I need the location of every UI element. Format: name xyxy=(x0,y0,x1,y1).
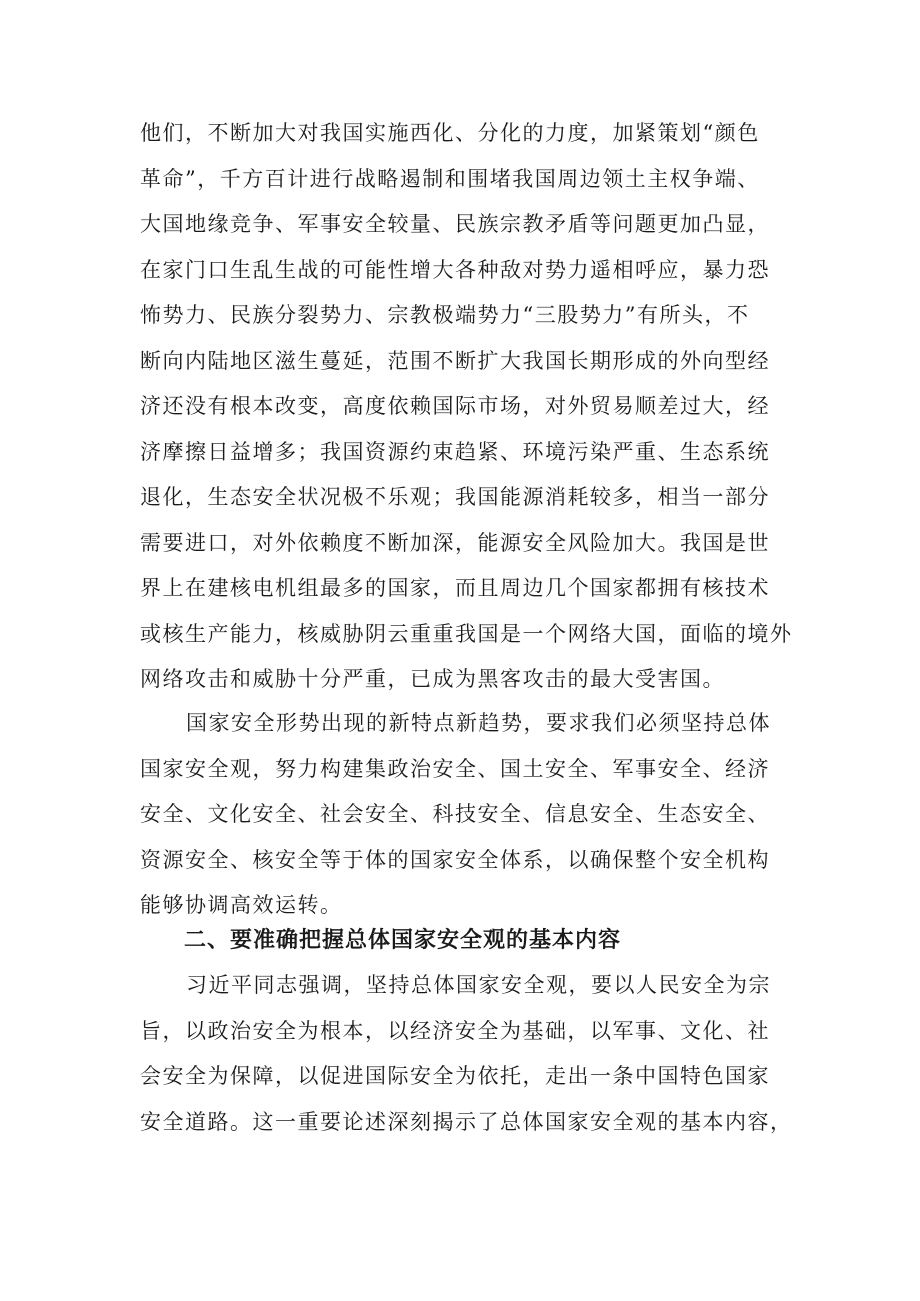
text-line: 在家门口生乱生战的可能性增大各种敌对势力遥相呼应，暴力恐 xyxy=(140,257,770,282)
text-line: 能够协调高效运转。 xyxy=(140,893,343,917)
text-line: 革命”，千方百计进行战略遏制和围堵我国周边领土主权争端、 xyxy=(140,166,760,191)
text-line: 济摩擦日益增多；我国资源约束趋紧、环境污染严重、生态系统 xyxy=(140,439,770,464)
text-line: 怖势力、民族分裂势力、宗教极端势力“三股势力”有所头，不 xyxy=(140,303,750,327)
text-line: 国家安全形势出现的新特点新趋势，要求我们必须坚持总体 xyxy=(186,711,771,735)
text-line: 资源安全、核安全等于体的国家安全体系，以确保整个安全机构 xyxy=(140,847,770,872)
text-line: 国家安全观，努力构建集政治安全、国土安全、军事安全、经济 xyxy=(140,756,770,781)
text-line: 安全、文化安全、社会安全、科技安全、信息安全、生态安全、 xyxy=(140,802,770,826)
text-line: 会安全为保障，以促进国际安全为依托，走出一条中国特色国家 xyxy=(140,1064,770,1088)
text-line: 安全道路。这一重要论述深刻揭示了总体国家安全观的基本内容， xyxy=(140,1109,793,1134)
text-line: 习近平同志强调，坚持总体国家安全观，要以人民安全为宗 xyxy=(186,973,771,997)
section-heading: 二、要准确把握总体国家安全观的基本内容 xyxy=(184,928,622,953)
paragraph-content xyxy=(140,963,792,1145)
text-line: 旨，以政治安全为根本，以经济安全为基础，以军事、文化、社 xyxy=(140,1018,770,1043)
text-line: 网络攻击和威胁十分严重，已成为黑客攻击的最大受害国。 xyxy=(140,667,725,691)
section-heading-block xyxy=(140,918,792,964)
text-line: 济还没有根本改变，高度依赖国际市场，对外贸易顺差过大，经 xyxy=(140,394,770,418)
paragraph-continuation xyxy=(140,111,792,703)
text-line: 退化，生态安全状况极不乐观；我国能源消耗较多，相当一部分 xyxy=(140,485,770,509)
text-line: 他们，不断加大对我国实施西化、分化的力度，加紧策划“颜色 xyxy=(140,121,760,145)
paragraph-trend xyxy=(140,701,792,929)
text-line: 断向内陆地区滋生蔓延，范围不断扩大我国长期形成的外向型经 xyxy=(140,348,770,373)
text-line: 需要进口，对外依赖度不断加深，能源安全风险加大。我国是世 xyxy=(140,530,770,555)
text-line: 或核生产能力，核威胁阴云重重我国是一个网络大国，面临的境外 xyxy=(140,621,793,646)
text-line: 界上在建核电机组最多的国家，而且周边几个国家都拥有核技术 xyxy=(140,576,770,600)
text-line: 大国地缘竞争、军事安全较量、民族宗教矛盾等问题更加凸显， xyxy=(140,212,770,236)
